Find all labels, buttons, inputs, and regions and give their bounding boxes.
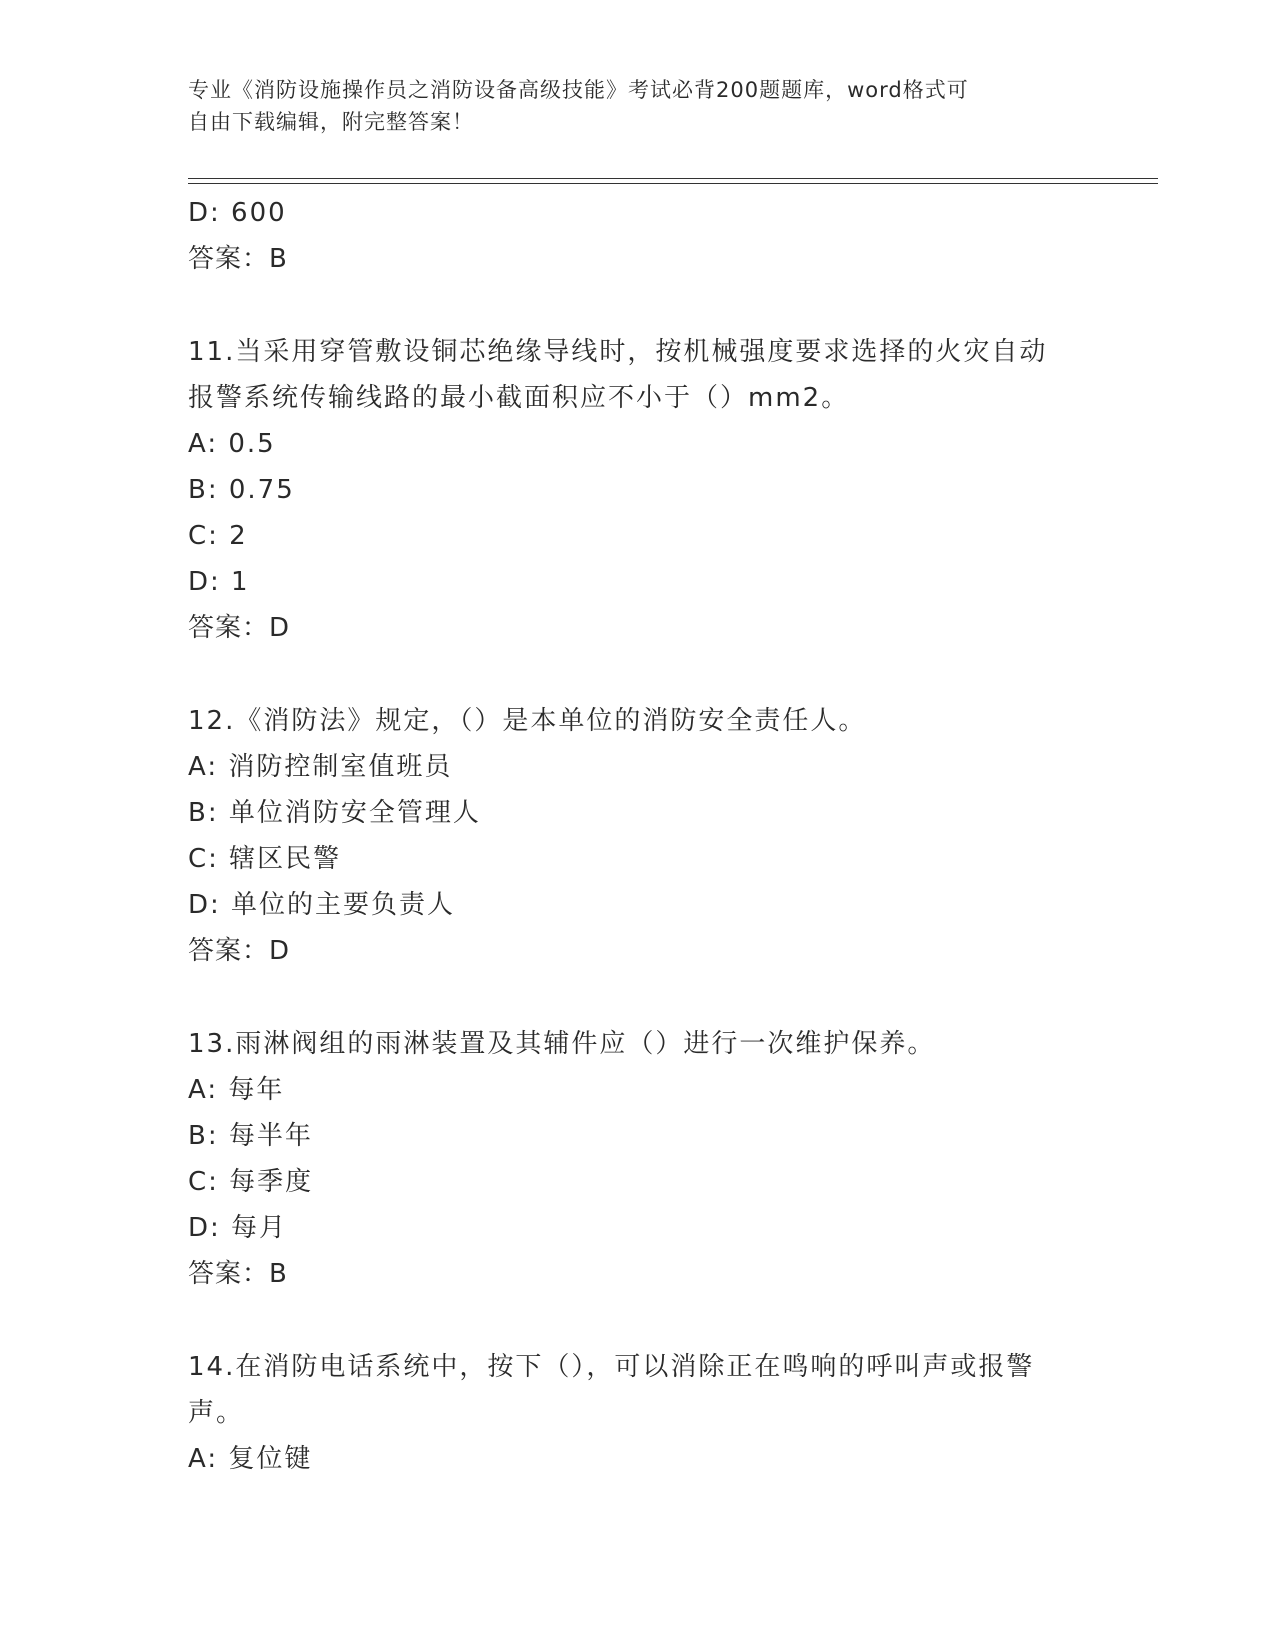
option-d: D: 1 (188, 567, 250, 597)
question-14 (188, 1344, 1088, 1482)
answer: 答案：B (188, 1259, 288, 1289)
prev-question-tail (188, 190, 1088, 282)
question-12 (188, 698, 1088, 974)
header-line-1: 专业《消防设施操作员之消防设备高级技能》考试必背200题题库，word格式可 (188, 78, 969, 102)
option-b: B: 单位消防安全管理人 (188, 798, 481, 828)
option-c: C: 每季度 (188, 1167, 314, 1197)
question-13 (188, 1021, 1088, 1297)
document-body (188, 190, 1088, 1482)
header-rule-bottom (188, 183, 1158, 184)
question-text-line-1: 12.《消防法》规定，（）是本单位的消防安全责任人。 (188, 706, 867, 736)
option-a: A: 每年 (188, 1075, 285, 1105)
option-c: C: 辖区民警 (188, 844, 342, 874)
question-text-line-1: 14.在消防电话系统中，按下（），可以消除正在鸣响的呼叫声或报警 (188, 1352, 1035, 1382)
question-text-line-1: 11.当采用穿管敷设铜芯绝缘导线时，按机械强度要求选择的火灾自动 (188, 337, 1048, 367)
question-11 (188, 329, 1088, 651)
answer: 答案：B (188, 244, 288, 274)
option-a: A: 0.5 (188, 429, 276, 459)
document-header (188, 74, 1068, 138)
option-a: A: 消防控制室值班员 (188, 752, 453, 782)
question-text-line-2: 声。 (188, 1398, 245, 1428)
option-d: D: 每月 (188, 1213, 288, 1243)
option-b: B: 0.75 (188, 475, 295, 505)
option-b: B: 每半年 (188, 1121, 313, 1151)
option-a: A: 复位键 (188, 1444, 313, 1474)
header-rule-top (188, 178, 1158, 179)
header-line-2: 自由下载编辑，附完整答案！ (188, 110, 474, 134)
question-text-line-1: 13.雨淋阀组的雨淋装置及其辅件应（）进行一次维护保养。 (188, 1029, 936, 1059)
option-d: D: 单位的主要负责人 (188, 890, 456, 920)
option-c: C: 2 (188, 521, 248, 551)
option-d: D: 600 (188, 198, 287, 228)
answer: 答案：D (188, 613, 291, 643)
answer: 答案：D (188, 936, 291, 966)
question-text-line-2: 报警系统传输线路的最小截面积应不小于（）mm2。 (188, 383, 850, 413)
